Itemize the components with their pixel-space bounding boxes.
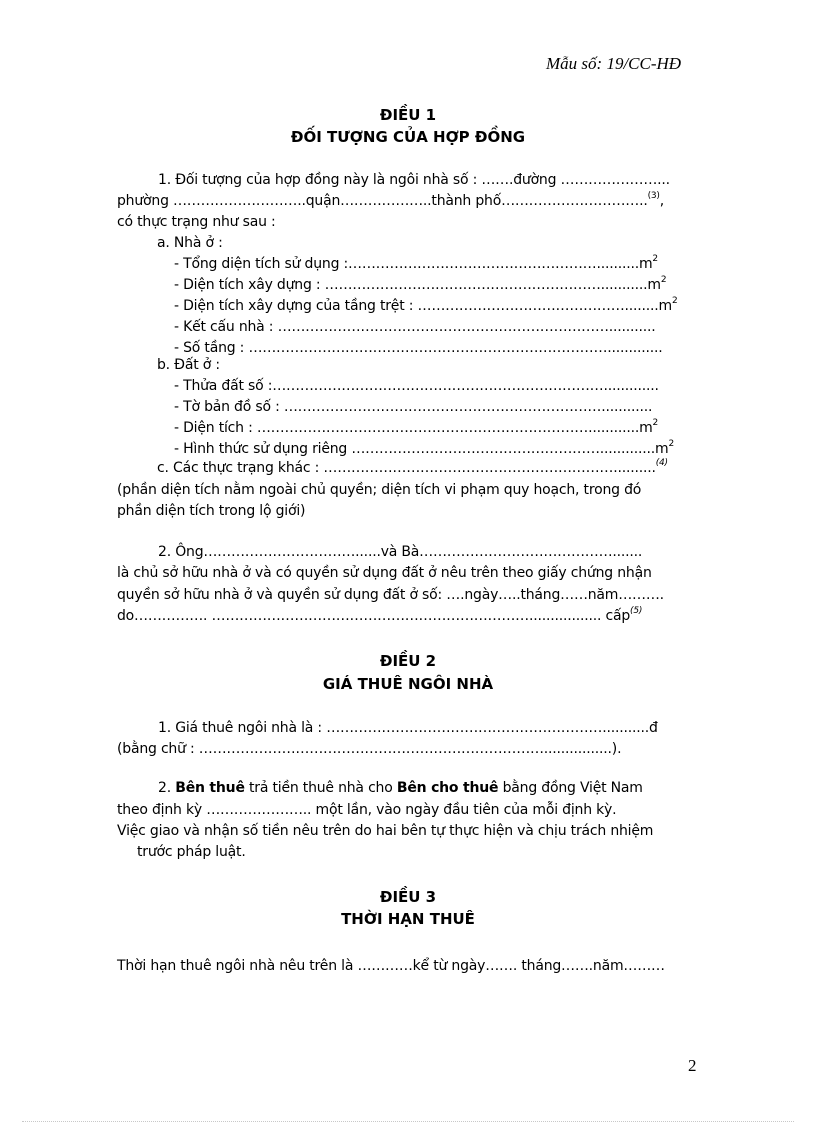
article2-clause3-line2: trước pháp luật. [137,844,246,860]
footnote-ref-4: (4) [655,458,668,468]
article3-heading: ĐIỀU 3 [379,888,437,906]
footnote-ref-5: (5) [630,606,643,616]
house-item-floors: - Số tầng : ……………………………………………………………………............. [174,340,663,356]
house-item-build-area: - Diện tích xây dựng : $\dots\dots\dots\dots\dots\dots\dots\dots\dots\dots\dots\dots\dots\dots\dots\dots\dots\dots\dots\dots...........m^2$ [174,275,667,293]
article1-clause1-line3: có thực trạng như sau : [117,214,276,230]
page-number: 2 [688,1056,697,1075]
article1-clause1-line1: 1. Đối tượng của hợp đồng này là ngôi nhà số : …….đường …………………... [158,172,670,188]
article2-clause2-line2: theo định kỳ ………………….. một lần, vào ngày đầu tiên của mỗi định kỳ. [117,802,617,818]
article2-clause1-line2: (bằng chữ : …………………………………………………………………................). [117,741,622,757]
article2-clause3-line1: Việc giao và nhận số tiền nêu trên do hai bên tự thực hiện và chịu trách nhiệm [117,823,654,839]
article2-heading: ĐIỀU 2 [379,652,437,670]
footnote-ref-3: (3) [647,191,660,201]
land-item-area: - Diện tích : $\dots\dots\dots\dots\dots\dots\dots\dots\dots\dots\dots\dots\dots\dots\dots\dots\dots\dots\dots\dots\dots\dots\dots\dots............m^2$ [174,418,659,436]
land-item-private-use: - Hình thức sử dụng riêng $\dots\dots\dots\dots\dots\dots\dots\dots\dots\dots\dots\dots\dots\dots\dots\dots\dots\dots.............m^2$ [174,439,674,457]
article1-clause2-line3: quyền sở hữu nhà ở và quyền sử dụng đất ở số: ….ngày…..tháng……năm………. [117,587,664,603]
form-number: Mẫu số: 19/CC-HĐ [546,54,682,73]
article3-title: THỜI HẠN THUÊ [341,910,475,928]
article1-title: ĐỐI TƯỢNG CỦA HỢP ĐỒNG [290,128,526,146]
article1-clause2-line1: 2. Ông……………………………......và Bà……………………………………....... [158,544,643,560]
house-item-structure: - Kết cấu nhà : ………………………………………………………………........... [174,319,656,335]
article2-clause1-line1: 1. Giá thuê ngôi nhà là : ……………………………………………………...........đ [158,720,658,736]
other-conditions-note-line2: phần diện tích trong lộ giới) [117,503,306,519]
article1-clause2-line4: do……………. ……………………………………………………………................. cấp$^{(5)}$ [117,606,643,624]
other-conditions-note-line1: (phần diện tích nằm ngoài chủ quyền; diện tích vi phạm quy hoạch, trong đó [117,482,642,498]
article2-title: GIÁ THUÊ NGÔI NHÀ [322,675,494,693]
house-item-ground-floor-area: - Diện tích xây dựng của tầng trệt : $\dots\dots\dots\dots\dots\dots\dots\dots\dots\dots\dots\dots\dots\dots\dots........m^2$ [174,296,678,314]
page-bottom-rule [22,1121,794,1122]
article1-other-conditions: c. Các thực trạng khác : ………………………………………………………..........$^{(4)}$ [157,458,668,476]
land-item-lot-number: - Thửa đất số :………………………………………………………………............. [174,378,659,394]
article1-heading: ĐIỀU 1 [379,106,437,124]
article3-clause1: Thời hạn thuê ngôi nhà nêu trên là …………kể từ ngày……. tháng…….năm……… [117,958,665,974]
lessor-term: Bên cho thuê [396,780,499,796]
article1-clause1-line2: phường ………………………..quận………………..thành phố…………………………..$^{(3)}$, [117,191,665,209]
article2-clause2-line1: 2. Bên thuê trả tiền thuê nhà cho Bên cho thuê bằng đồng Việt Nam [158,780,643,796]
article1-land-label: b. Đất ở : [157,357,220,373]
tenant-term: Bên thuê [175,780,245,796]
land-item-map-sheet: - Tờ bản đồ số : ……………………………………………………………............ [174,399,653,415]
house-item-total-area: - Tổng diện tích sử dụng $:\dots\dots\dots\dots\dots\dots\dots\dots\dots\dots\dots\dots\dots\dots\dots\dots\dots\dots..........m^2$ [174,254,658,272]
article1-house-label: a. Nhà ở : [157,235,223,251]
article1-clause2-line2: là chủ sở hữu nhà ở và có quyền sử dụng đất ở nêu trên theo giấy chứng nhận [117,565,652,581]
